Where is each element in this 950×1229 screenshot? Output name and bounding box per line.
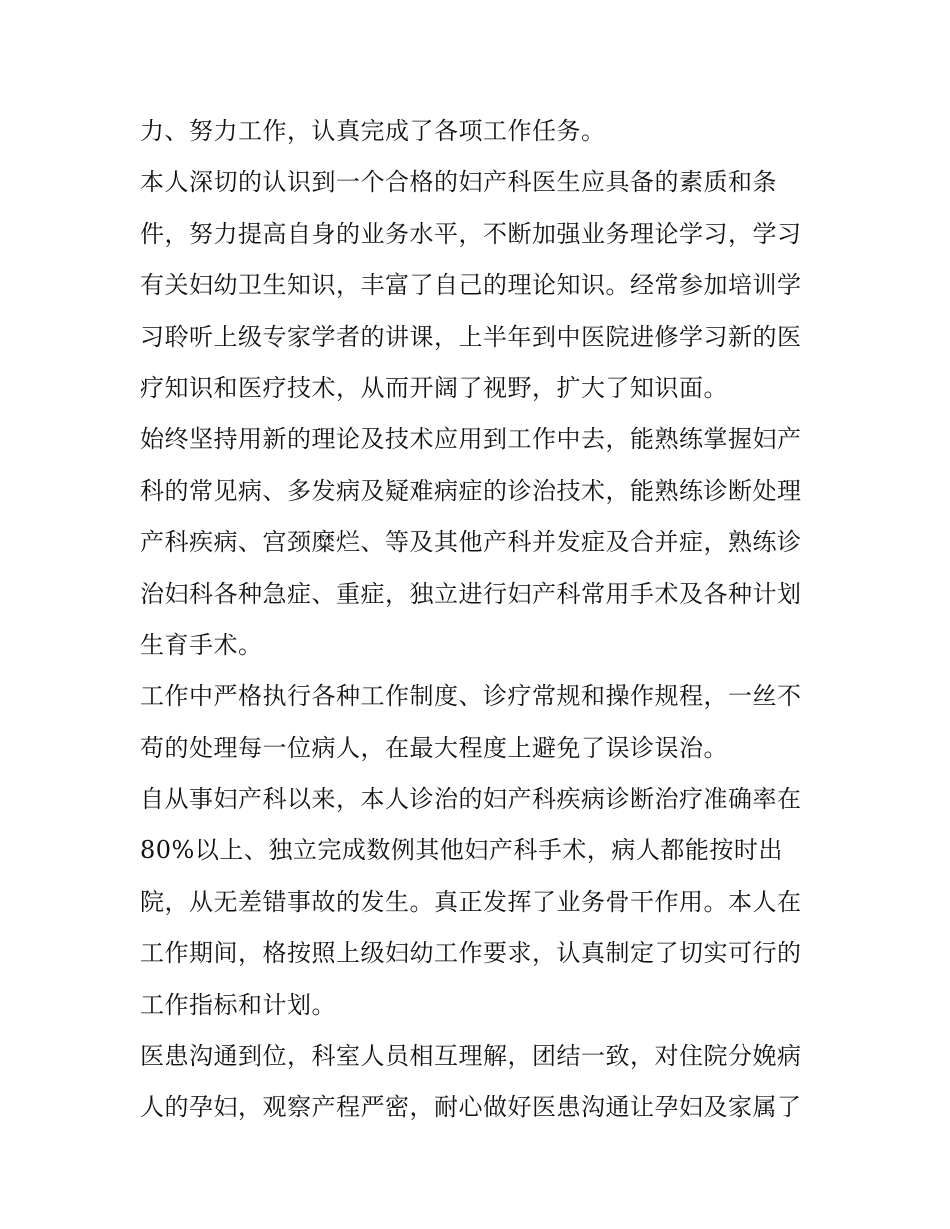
- text-line: 工作指标和计划。: [140, 990, 336, 1019]
- text-line: 本人深切的认识到一个合格的妇产科医生应具备的素质和条: [140, 168, 777, 197]
- text-line: 始终坚持用新的理论及技术应用到工作中去，能熟练掌握妇产: [140, 425, 802, 454]
- text-line: 苟的处理每一位病人，在最大程度上避免了误诊误治。: [140, 733, 728, 762]
- text-line: 产科疾病、宫颈糜烂、等及其他产科并发症及合并症，熟练诊: [140, 528, 802, 557]
- text-line: 治妇科各种急症、重症，独立进行妇产科常用手术及各种计划: [140, 579, 802, 608]
- text-line: 力、努力工作，认真完成了各项工作任务。: [140, 117, 606, 145]
- document-body: [140, 106, 820, 1134]
- text-line: 科的常见病、多发病及疑难病症的诊治技术，能熟练诊断处理: [140, 476, 802, 505]
- text-line: 院，从无差错事故的发生。真正发挥了业务骨干作用。本人在: [140, 887, 802, 916]
- text-line: 生育手术。: [140, 630, 263, 659]
- text-line: 件，努力提高自身的业务水平，不断加强业务理论学习，学习: [140, 219, 802, 248]
- text-line: 人的孕妇，观察产程严密，耐心做好医患沟通让孕妇及家属了: [140, 1093, 802, 1122]
- text-line: 疗知识和医疗技术，从而开阔了视野，扩大了知识面。: [140, 373, 728, 402]
- text-line: 习聆听上级专家学者的讲课，上半年到中医院进修学习新的医: [140, 322, 802, 351]
- text-line: 工作期间，格按照上级妇幼工作要求，认真制定了切实可行的: [140, 939, 802, 968]
- text-line: 医患沟通到位，科室人员相互理解，团结一致，对住院分娩病: [140, 1042, 802, 1071]
- text-line: 自从事妇产科以来，本人诊治的妇产科疾病诊断治疗准确率在: [140, 785, 802, 814]
- text-line: 80%以上、独立完成数例其他妇产科手术，病人都能按时出: [140, 836, 783, 865]
- text-line: 工作中严格执行各种工作制度、诊疗常规和操作规程，一丝不: [140, 682, 802, 711]
- text-line: 有关妇幼卫生知识，丰富了自己的理论知识。经常参加培训学: [140, 271, 802, 300]
